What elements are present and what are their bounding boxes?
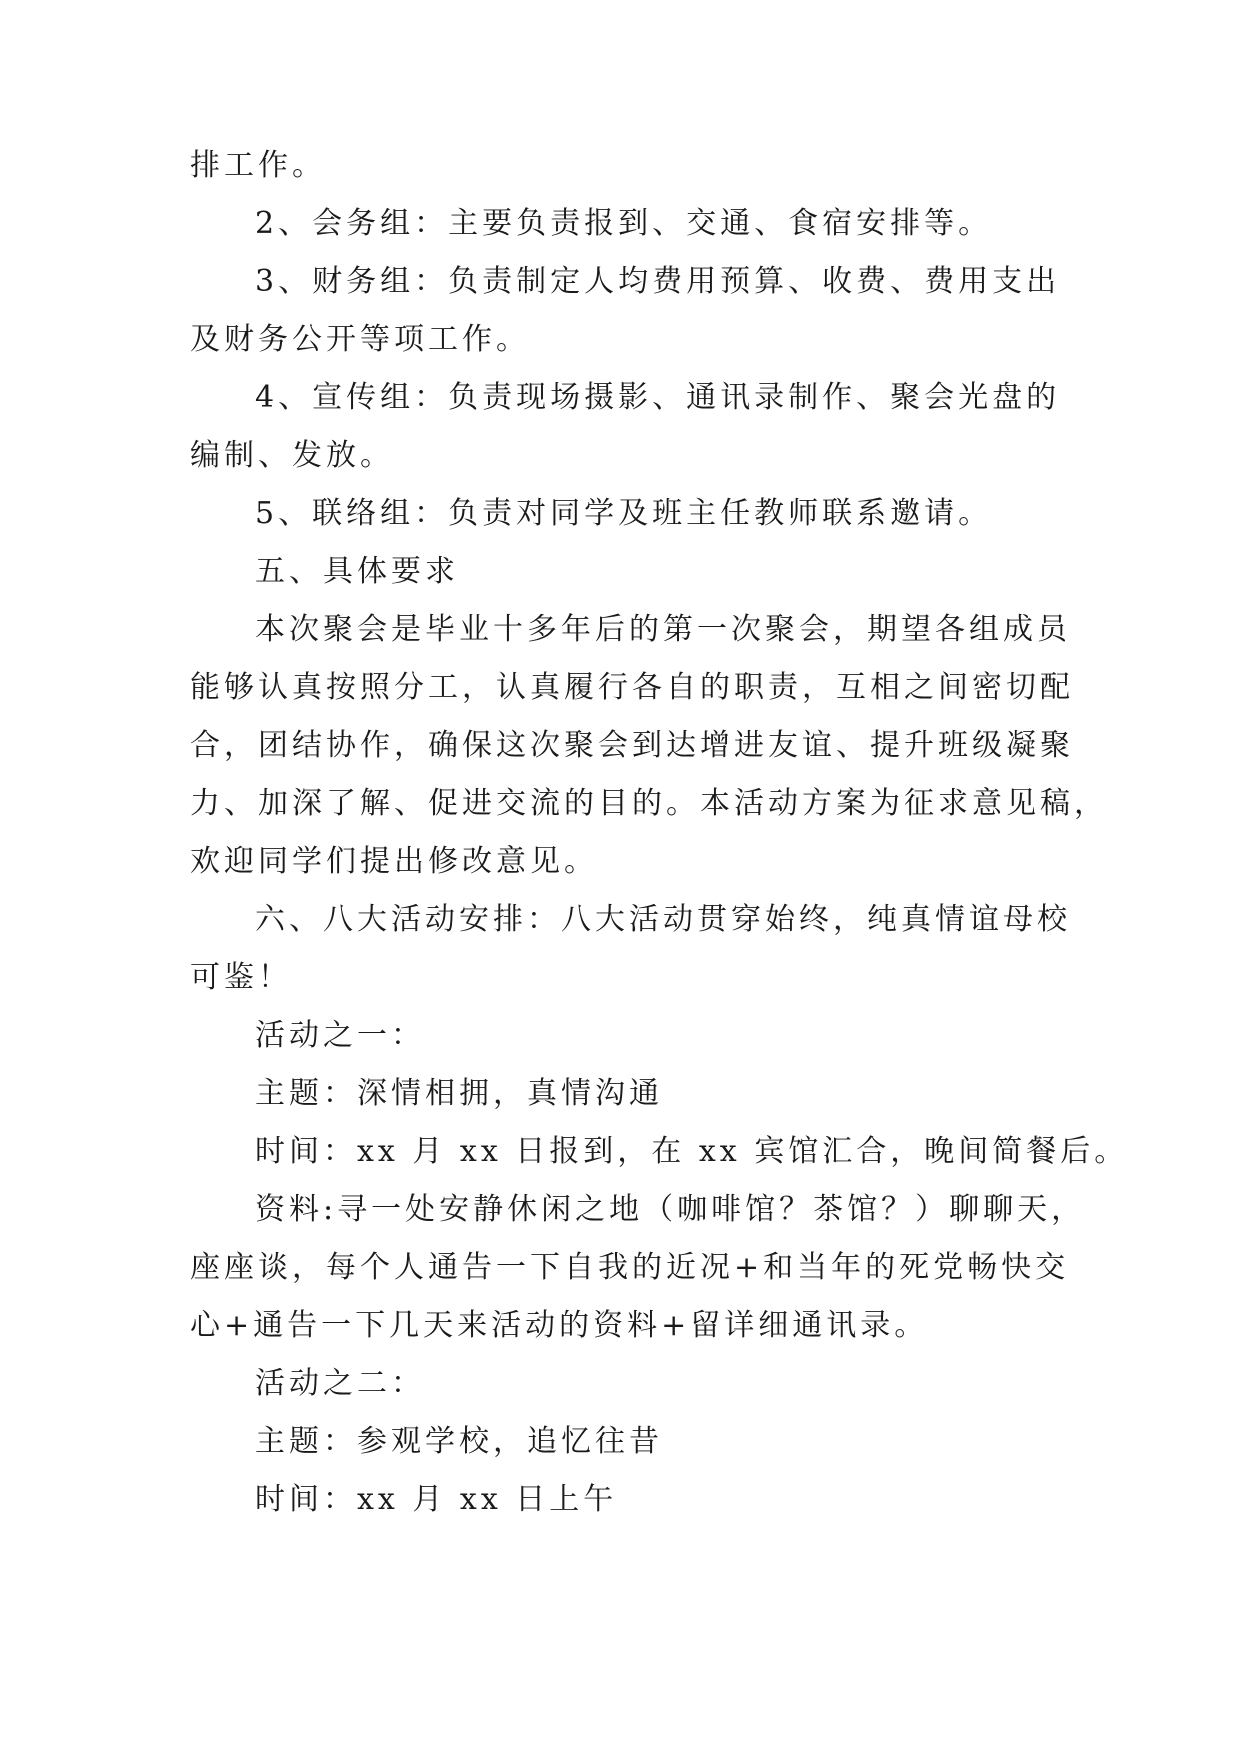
text-line: 3、财务组：负责制定人均费用预算、收费、费用支出 bbox=[255, 264, 1061, 299]
text-line: 可鉴！ bbox=[190, 960, 292, 995]
activity-time: 时间：xx 月 xx 日报到，在 xx 宾馆汇合，晚间简餐后。 bbox=[255, 1134, 1129, 1169]
text-line: 排工作。 bbox=[190, 148, 326, 183]
text-line: 欢迎同学们提出修改意见。 bbox=[190, 844, 598, 879]
activity-theme: 主题：参观学校，追忆往昔 bbox=[255, 1424, 663, 1459]
text-line: 本次聚会是毕业十多年后的第一次聚会，期望各组成员 bbox=[255, 612, 1071, 647]
section-heading: 五、具体要求 bbox=[255, 554, 459, 589]
text-line: 力、加深了解、促进交流的目的。本活动方案为征求意见稿， bbox=[190, 786, 1108, 821]
text-line: 能够认真按照分工，认真履行各自的职责，互相之间密切配 bbox=[190, 670, 1074, 705]
activity-time: 时间：xx 月 xx 日上午 bbox=[255, 1482, 618, 1517]
activity-details: 资料:寻一处安静休闲之地（咖啡馆？茶馆？）聊聊天， bbox=[255, 1192, 1086, 1227]
text-line: 合，团结协作，确保这次聚会到达增进友谊、提升班级凝聚 bbox=[190, 728, 1074, 763]
text-line: 及财务公开等项工作。 bbox=[190, 322, 530, 357]
section-heading: 六、八大活动安排：八大活动贯穿始终，纯真情谊母校 bbox=[255, 902, 1071, 937]
text-line: 5、联络组：负责对同学及班主任教师联系邀请。 bbox=[255, 496, 993, 531]
text-line: 心+通告一下几天来活动的资料+留详细通讯录。 bbox=[190, 1308, 929, 1343]
text-line: 编制、发放。 bbox=[190, 438, 394, 473]
activity-heading: 活动之二： bbox=[255, 1366, 425, 1401]
text-line: 2、会务组：主要负责报到、交通、食宿安排等。 bbox=[255, 206, 993, 241]
activity-heading: 活动之一： bbox=[255, 1018, 425, 1053]
text-line: 座座谈，每个人通告一下自我的近况+和当年的死党畅快交 bbox=[190, 1250, 1070, 1285]
text-line: 4、宣传组：负责现场摄影、通讯录制作、聚会光盘的 bbox=[255, 380, 1061, 415]
activity-theme: 主题：深情相拥，真情沟通 bbox=[255, 1076, 663, 1111]
